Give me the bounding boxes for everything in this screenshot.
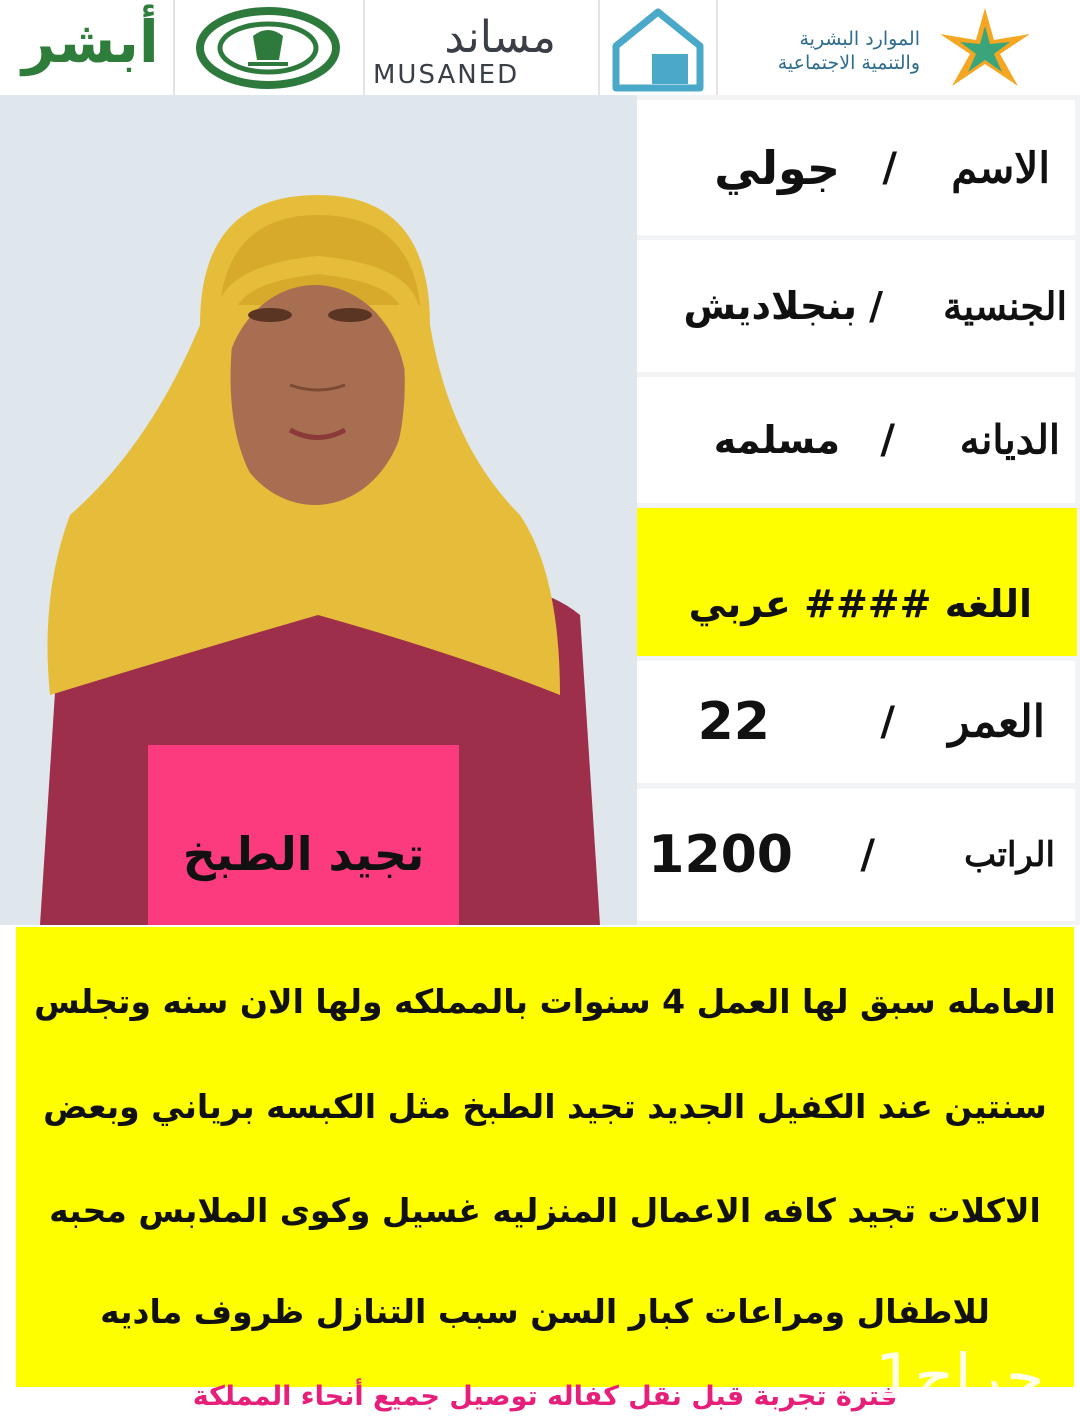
absher-logo bbox=[0, 0, 175, 96]
nationality-value: بنجلاديش bbox=[683, 284, 857, 328]
name-value: جولي bbox=[714, 140, 840, 195]
age-value: 22 bbox=[697, 692, 770, 752]
language-row bbox=[637, 508, 1077, 656]
skill-badge bbox=[148, 745, 459, 925]
age-separator: / bbox=[880, 699, 895, 745]
watermark: حراج1 bbox=[875, 1340, 1045, 1413]
description-line: العامله سبق لها العمل 4 سنوات بالمملكه ولها الان سنه وتجلس bbox=[34, 982, 1056, 1021]
saudi-emblem-icon bbox=[193, 6, 343, 90]
hrsd-logo-line1: الموارد البشرية bbox=[799, 28, 920, 50]
musaned-house-logo bbox=[600, 0, 718, 96]
age-label: العمر bbox=[948, 696, 1045, 748]
description-line: للاطفال ومراعات كبار السن سبب التنازل ظروف ماديه bbox=[100, 1292, 990, 1331]
musaned-logo-english: MUSANED bbox=[373, 60, 520, 90]
religion-row bbox=[637, 377, 1075, 503]
nationality-separator: / bbox=[869, 284, 883, 328]
religion-value: مسلمه bbox=[713, 418, 840, 462]
language-value: اللغه #### عربي bbox=[688, 582, 1032, 626]
absher-logo-text: أبشر bbox=[22, 8, 159, 76]
musaned-logo bbox=[365, 0, 600, 96]
salary-separator: / bbox=[860, 832, 875, 878]
age-row bbox=[637, 661, 1075, 783]
star-emblem-icon bbox=[930, 4, 1040, 92]
musaned-logo-arabic: مساند bbox=[444, 12, 556, 63]
saudi-emblem-logo bbox=[175, 0, 365, 96]
description-line: سنتين عند الكفيل الجديد تجيد الطبخ مثل الكبسه برياني وبعض bbox=[43, 1087, 1047, 1126]
religion-label: الديانه bbox=[959, 416, 1060, 464]
name-label: الاسم bbox=[951, 143, 1050, 192]
hrsd-ministry-logo bbox=[718, 0, 1080, 96]
nationality-label: الجنسية bbox=[943, 283, 1067, 329]
salary-row bbox=[637, 789, 1075, 921]
description-line: الاكلات تجيد كافه الاعمال المنزليه غسيل وكوى الملابس محبه bbox=[49, 1191, 1041, 1230]
nationality-row bbox=[637, 240, 1075, 372]
hrsd-logo-line2: والتنمية الاجتماعية bbox=[777, 52, 920, 74]
header-logos bbox=[0, 0, 1080, 96]
skill-badge-text: تجيد الطبخ bbox=[182, 827, 425, 881]
religion-separator: / bbox=[880, 417, 895, 463]
salary-value: 1200 bbox=[648, 825, 793, 885]
description-box bbox=[16, 927, 1074, 1387]
house-icon bbox=[608, 4, 708, 92]
footer-note: فترة تجربة قبل نقل كفاله توصيل جميع أنحاء المملكة bbox=[192, 1381, 898, 1412]
salary-label: الراتب bbox=[964, 835, 1055, 875]
name-separator: / bbox=[882, 144, 897, 191]
name-row bbox=[637, 100, 1075, 235]
worker-photo bbox=[0, 95, 637, 925]
